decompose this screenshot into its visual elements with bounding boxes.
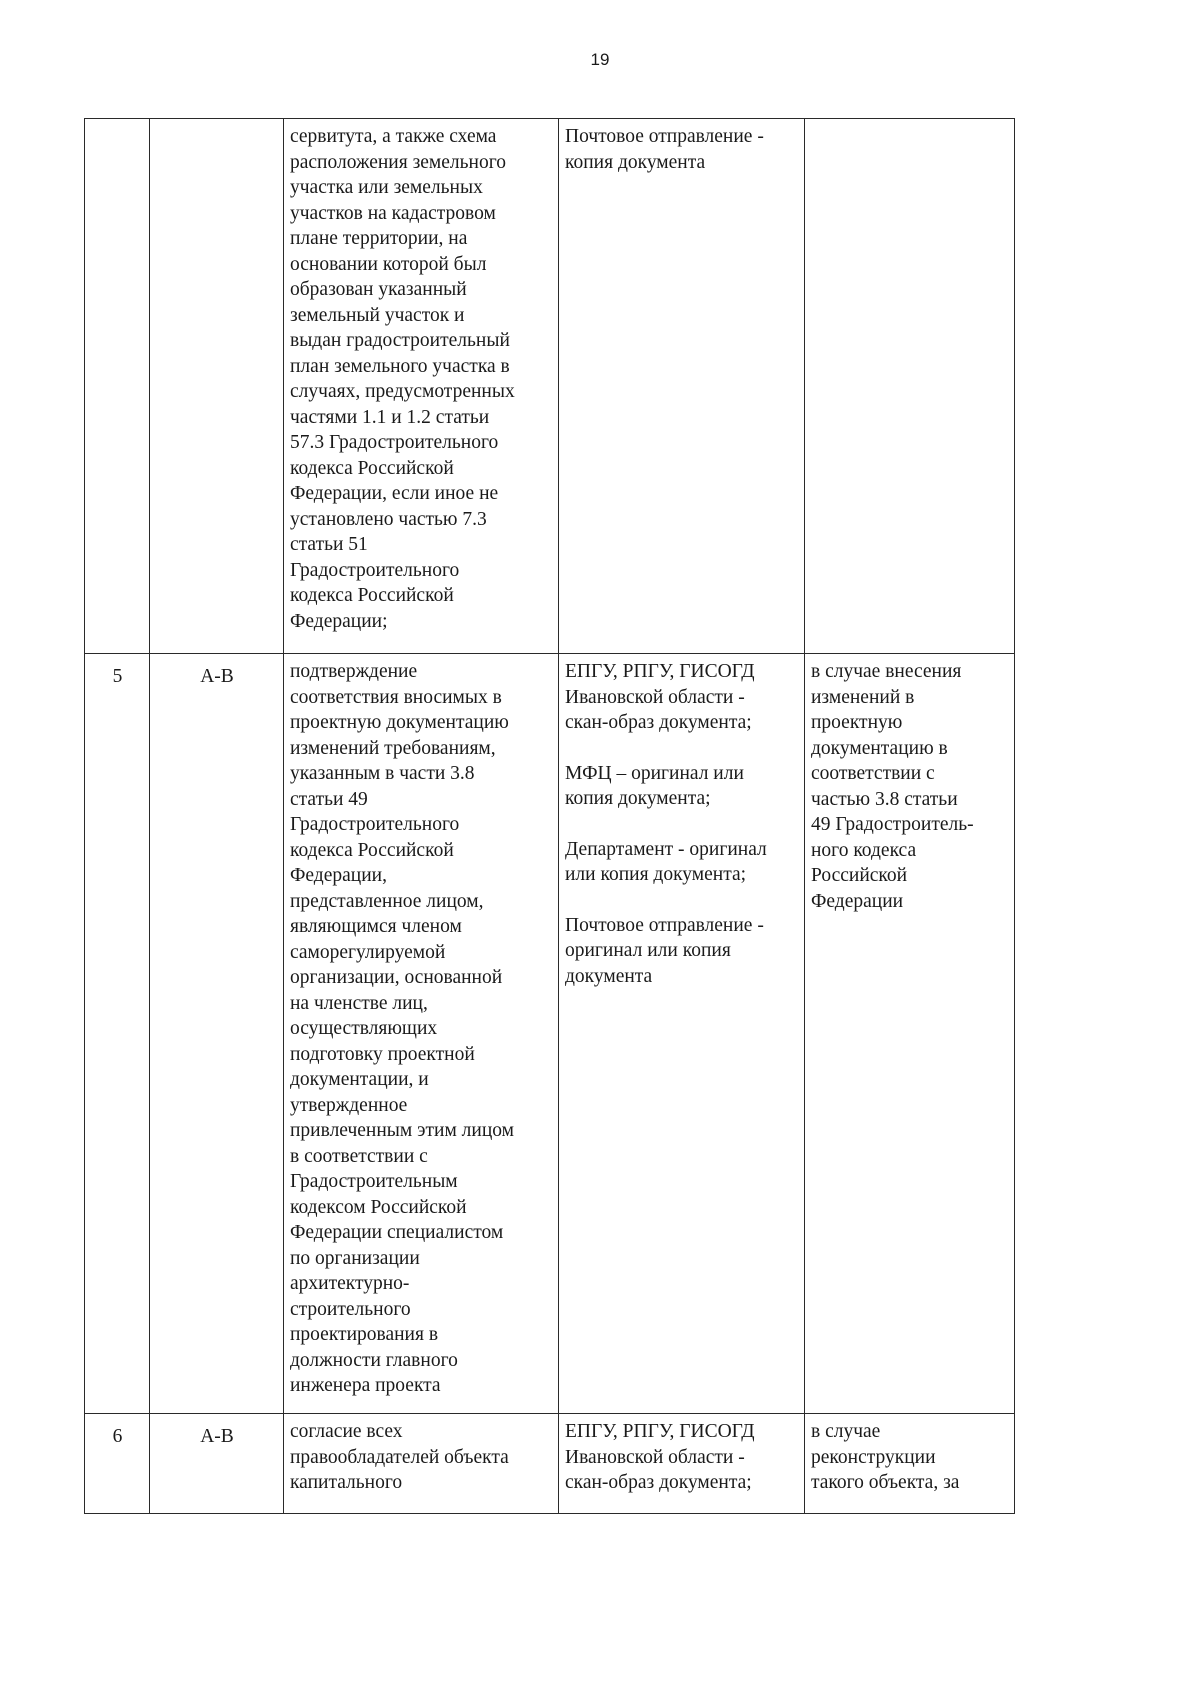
document-line: основании которой был	[290, 253, 487, 275]
condition-line: Российской	[811, 865, 908, 886]
document-line: архитектурно-	[290, 1273, 410, 1294]
table-row	[85, 1414, 1015, 1514]
document-line: Федерации,	[290, 865, 387, 886]
document-line: инженера проекта	[290, 1375, 441, 1396]
paragraph-gap	[565, 736, 799, 761]
document-line: статьи 49	[290, 788, 368, 810]
document-line: согласие всех	[290, 1421, 403, 1442]
condition-line: в случае	[811, 1421, 881, 1442]
method-line: Ивановской области -	[565, 686, 745, 708]
method-line: или копия документа;	[565, 864, 747, 885]
condition-line: изменений в	[811, 686, 915, 708]
document-line: план земельного участка в	[290, 355, 510, 377]
document-line: правообладателей объекта	[290, 1446, 509, 1468]
method-line: Почтовое отправление -	[565, 126, 764, 147]
document-line: строительного	[290, 1298, 411, 1320]
document-line: образован указанный	[290, 279, 467, 300]
documents-table	[84, 118, 1015, 1514]
condition-line: в случае внесения	[811, 661, 962, 682]
document-line: указанным в части 3.8	[290, 763, 475, 784]
document-line: Градостроительным	[290, 1171, 458, 1192]
method-line: скан-образ документа;	[565, 712, 752, 733]
document-line: Федерации;	[290, 610, 388, 632]
document-line: Федерации, если иное не	[290, 483, 499, 504]
condition-line: частью 3.8 статьи	[811, 788, 958, 810]
document-line: подготовку проектной	[290, 1043, 475, 1065]
condition-cell	[805, 119, 1015, 654]
document-line: документации, и	[290, 1069, 429, 1090]
document-line: расположения земельного	[290, 151, 506, 173]
document-line: кодекса Российской	[290, 839, 454, 861]
condition-line: реконструкции	[811, 1446, 936, 1468]
document-line: по организации	[290, 1247, 420, 1269]
method-line: ЕПГУ, РПГУ, ГИСОГД	[565, 661, 755, 682]
document-cell	[284, 119, 559, 654]
document-line: выдан градостроительный	[290, 330, 510, 351]
document-line: статьи 51	[290, 534, 368, 555]
condition-line: документацию в	[811, 737, 948, 759]
document-line: соответствия вносимых в	[290, 686, 502, 708]
condition-line: такого объекта, за	[811, 1472, 960, 1493]
row-group-cell	[150, 119, 284, 654]
table-row	[85, 654, 1015, 1414]
document-line: изменений требованиям,	[290, 737, 496, 759]
condition-line: 49 Градостроитель-	[811, 814, 974, 835]
method-line: МФЦ – оригинал или	[565, 762, 744, 784]
document-line: утвержденное	[290, 1094, 408, 1116]
document-line: представленное лицом,	[290, 890, 484, 912]
paragraph-gap	[565, 812, 799, 837]
row-number-cell: 6	[85, 1414, 150, 1514]
document-line: должности главного	[290, 1349, 458, 1371]
document-line: плане территории, на	[290, 228, 468, 249]
row-number-cell: 5	[85, 654, 150, 1414]
document-line: осуществляющих	[290, 1018, 438, 1039]
document-line: в соответствии с	[290, 1145, 428, 1167]
method-line: Почтовое отправление -	[565, 914, 764, 936]
row-number-cell	[85, 119, 150, 654]
condition-line: ного кодекса	[811, 839, 917, 861]
document-line: кодексом Российской	[290, 1196, 467, 1218]
document-line: привлеченным этим лицом	[290, 1120, 514, 1141]
method-line: копия документа;	[565, 788, 711, 809]
document-cell	[284, 1414, 559, 1514]
document-line: организации, основанной	[290, 967, 503, 988]
paragraph-gap	[565, 888, 799, 913]
document-line: являющимся членом	[290, 916, 462, 937]
document-line: подтверждение	[290, 661, 418, 682]
document-line: на членстве лиц,	[290, 992, 428, 1014]
document-line: кодекса Российской	[290, 457, 454, 479]
document-line: Федерации специалистом	[290, 1222, 504, 1243]
document-line: частями 1.1 и 1.2 статьи	[290, 406, 490, 428]
method-line: ЕПГУ, РПГУ, ГИСОГД	[565, 1421, 755, 1442]
document-cell	[284, 654, 559, 1414]
method-line: скан-образ документа;	[565, 1472, 752, 1493]
condition-line: проектную	[811, 712, 903, 733]
table-row	[85, 119, 1015, 654]
page-number: 19	[590, 50, 610, 69]
condition-line: Федерации	[811, 890, 904, 912]
document-line: саморегулируемой	[290, 941, 446, 963]
document-line: кодекса Российской	[290, 585, 454, 606]
document-line: Градостроительного	[290, 814, 460, 835]
document-line: сервитута, а также схема	[290, 126, 497, 147]
method-line: Департамент - оригинал	[565, 838, 767, 860]
submission-method-cell	[559, 1414, 805, 1514]
document-line: земельный участок и	[290, 304, 465, 326]
condition-cell	[805, 654, 1015, 1414]
document-line: случаях, предусмотренных	[290, 381, 515, 402]
method-line: документа	[565, 965, 653, 987]
document-line: установлено частью 7.3	[290, 508, 487, 530]
row-group-cell: А-В	[150, 1414, 284, 1514]
document-line: участков на кадастровом	[290, 202, 496, 224]
document-line: 57.3 Градостроительного	[290, 432, 499, 453]
method-line: оригинал или копия	[565, 940, 731, 961]
submission-method-cell	[559, 654, 805, 1414]
submission-method-cell	[559, 119, 805, 654]
row-group-cell: А-В	[150, 654, 284, 1414]
document-line: проектирования в	[290, 1324, 439, 1345]
method-line: копия документа	[565, 151, 706, 173]
document-line: капитального	[290, 1472, 403, 1493]
document-line: участка или земельных	[290, 177, 483, 198]
condition-cell	[805, 1414, 1015, 1514]
document-line: проектную документацию	[290, 712, 509, 733]
method-line: Ивановской области -	[565, 1446, 745, 1468]
document-line: Градостроительного	[290, 559, 460, 581]
condition-line: соответствии с	[811, 763, 935, 784]
